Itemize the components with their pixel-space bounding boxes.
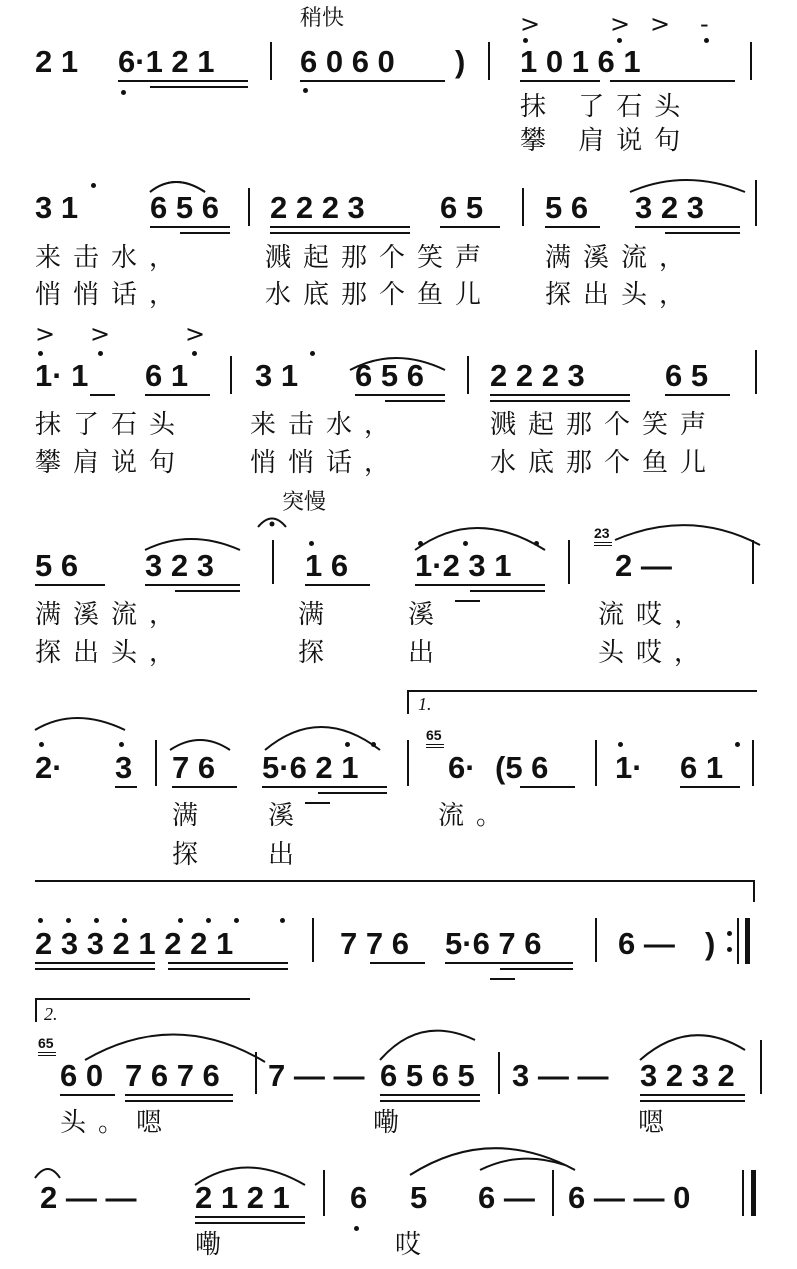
measure-24b: 5 bbox=[410, 1180, 428, 1215]
lyric-s4-v2d: 头哎， bbox=[598, 638, 713, 668]
lyric-s5-v2a: 探 bbox=[172, 840, 211, 870]
measure-6a: 5 6 bbox=[545, 190, 589, 225]
tempo-mark-sudden-slow: 突慢 bbox=[282, 490, 327, 515]
lyric-s3-v2a: 攀肩说句 bbox=[35, 448, 188, 478]
measure-10a: 5 6 bbox=[35, 548, 79, 583]
measure-21a: 7 — — bbox=[268, 1058, 365, 1093]
measure-6b: 3 2 3 bbox=[635, 190, 704, 225]
grace-note-65-b: 65 bbox=[38, 1035, 54, 1051]
measure-17: 2 3 3 2 1 2 2 1 bbox=[35, 926, 234, 961]
measure-22b: 3 2 3 2 bbox=[640, 1058, 735, 1093]
lyric-s5-v1c: 流。 bbox=[438, 801, 515, 831]
measure-7b: 6 1 bbox=[145, 358, 189, 393]
lyric-s4-v2b: 探 bbox=[298, 638, 337, 668]
measure-11a: 1 6 bbox=[305, 548, 349, 583]
measure-18b: 5·6 7 6 bbox=[445, 926, 542, 961]
lyric-s2-v2c: 探出头， bbox=[545, 280, 698, 310]
measure-10b: 3 2 3 bbox=[145, 548, 214, 583]
measure-24c: 6 — bbox=[478, 1180, 535, 1215]
lyric-s7-c: 嗯 bbox=[638, 1108, 677, 1138]
lyric-s2-v2a: 悄悄话， bbox=[35, 280, 188, 310]
measure-16a: 1· bbox=[615, 750, 643, 785]
measure-18a: 7 7 6 bbox=[340, 926, 409, 961]
lyric-s1-v1: 抹 了石头 bbox=[520, 92, 693, 122]
measure-23a: 2 — — bbox=[40, 1180, 137, 1215]
measure-23b: 2 1 2 1 bbox=[195, 1180, 290, 1215]
volta-bracket-2 bbox=[35, 998, 250, 1022]
measure-2: 6 0 6 0 bbox=[300, 44, 395, 79]
measure-3: 1 0 1 6 1 bbox=[520, 44, 641, 79]
measure-16b: 6 1 bbox=[680, 750, 724, 785]
lyric-s4-v2c: 出 bbox=[408, 638, 447, 668]
lyric-s8-b: 哎 bbox=[395, 1230, 434, 1260]
lyric-s2-v1a: 来击水， bbox=[35, 243, 188, 273]
paren-close-repeat: ) bbox=[705, 926, 716, 961]
measure-15b: (5 6 bbox=[495, 750, 549, 785]
grace-note-23: 23 bbox=[594, 525, 610, 541]
lyric-s2-v2b: 水底那个鱼儿 bbox=[265, 280, 494, 310]
lyric-s3-v2c: 水底那个鱼儿 bbox=[490, 448, 719, 478]
lyric-s3-v1a: 抹了石头 bbox=[35, 410, 188, 440]
lyric-s4-v1d: 流哎， bbox=[598, 600, 713, 630]
lyric-s5-v1a: 满 bbox=[172, 801, 211, 831]
measure-21b: 6 5 6 5 bbox=[380, 1058, 475, 1093]
measure-7a: 1· 1 bbox=[35, 358, 89, 393]
measure-1b: 6·1 2 1 bbox=[118, 44, 215, 79]
volta-number-1: 1. bbox=[418, 694, 432, 714]
lyric-s2-v1b: 溅起那个笑声 bbox=[265, 243, 494, 273]
measure-5a: 2 2 2 3 bbox=[270, 190, 365, 225]
measure-8b: 6 5 6 bbox=[355, 358, 424, 393]
lyric-s5-v1b: 溪 bbox=[268, 801, 307, 831]
lyric-s7-b: 嘞 bbox=[373, 1108, 412, 1138]
lyric-s4-v1b: 满 bbox=[298, 600, 337, 630]
lyric-s4-v1c: 溪 bbox=[408, 600, 447, 630]
grace-note-65: 65 bbox=[426, 727, 442, 743]
lyric-s3-v1b: 来击水， bbox=[250, 410, 403, 440]
measure-4b: 6 5 6 bbox=[150, 190, 219, 225]
sheet-music-page: 稍快 2 1 6·1 2 1 6 0 6 0 ) > > > - 1 0 1 6 1 抹 了石头 攀 肩说句 3 1 6 5 6 2 2 2 3 6 5 5 6 3 2 3 来击水， 溅起那个笑声 满溪流， 悄悄话， 水底那个鱼儿 探出头， > > > 1· 1 6 1 3 1 6 5 6 2 2 2 3 6 5 抹了石头 来击水， 溅起那个笑声 攀肩说句 悄悄话， 水底那个鱼儿 突慢 5 6 3 2 3 1 6 1·2 3 1 23 2 — 满溪流， 满 溪 流哎， 探出头， 探 出 头哎， 1. 2· 3 7 6 5·6 2 1 65 6· (5 6 1· 6 1 满 溪 流。 探 出 2 3 3 2 1 2 2 1 7 7 6 5·6 7 6 6 — ) 2. 65 6 0 7 6 7 6 7 — — 6 5 6 5 3 — — 3 2 3 2 头。嗯 嘞 嗯 2 — — 2 1 2 1 6 5 6 — 6 — — 0 嘞 哎 bbox=[0, 0, 797, 1269]
paren-close: ) bbox=[455, 44, 466, 79]
measure-14a: 7 6 bbox=[172, 750, 216, 785]
lyric-s4-v1a: 满溪流， bbox=[35, 600, 188, 630]
measure-9a: 2 2 2 3 bbox=[490, 358, 585, 393]
tempo-mark-faster: 稍快 bbox=[300, 6, 345, 31]
measure-1a: 2 1 bbox=[35, 44, 79, 79]
measure-4a: 3 1 bbox=[35, 190, 79, 225]
measure-13a: 2· bbox=[35, 750, 63, 785]
measure-15a: 6· bbox=[448, 750, 476, 785]
volta-bracket-1 bbox=[407, 690, 757, 714]
measure-11b: 1·2 3 1 bbox=[415, 548, 512, 583]
volta-number-2: 2. bbox=[44, 1004, 58, 1024]
lyric-s7-a: 头。嗯 bbox=[60, 1108, 175, 1138]
measure-24a: 6 bbox=[350, 1180, 368, 1215]
measure-8a: 3 1 bbox=[255, 358, 299, 393]
measure-20a: 6 0 bbox=[60, 1058, 104, 1093]
measure-25: 6 — — 0 bbox=[568, 1180, 691, 1215]
measure-9b: 6 5 bbox=[665, 358, 709, 393]
volta-bracket-1-continuation bbox=[35, 880, 755, 904]
measure-22a: 3 — — bbox=[512, 1058, 609, 1093]
measure-5b: 6 5 bbox=[440, 190, 484, 225]
measure-20b: 7 6 7 6 bbox=[125, 1058, 220, 1093]
lyric-s8-a: 嘞 bbox=[195, 1230, 234, 1260]
lyric-s3-v1c: 溅起那个笑声 bbox=[490, 410, 719, 440]
lyric-s1-v2: 攀 肩说句 bbox=[520, 126, 693, 156]
measure-13b: 3 bbox=[115, 750, 133, 785]
measure-12: 2 — bbox=[615, 548, 672, 583]
measure-14b: 5·6 2 1 bbox=[262, 750, 359, 785]
lyric-s2-v1c: 满溪流， bbox=[545, 243, 698, 273]
measure-19: 6 — bbox=[618, 926, 675, 961]
lyric-s4-v2a: 探出头， bbox=[35, 638, 188, 668]
lyric-s3-v2b: 悄悄话， bbox=[250, 448, 403, 478]
lyric-s5-v2b: 出 bbox=[268, 840, 307, 870]
